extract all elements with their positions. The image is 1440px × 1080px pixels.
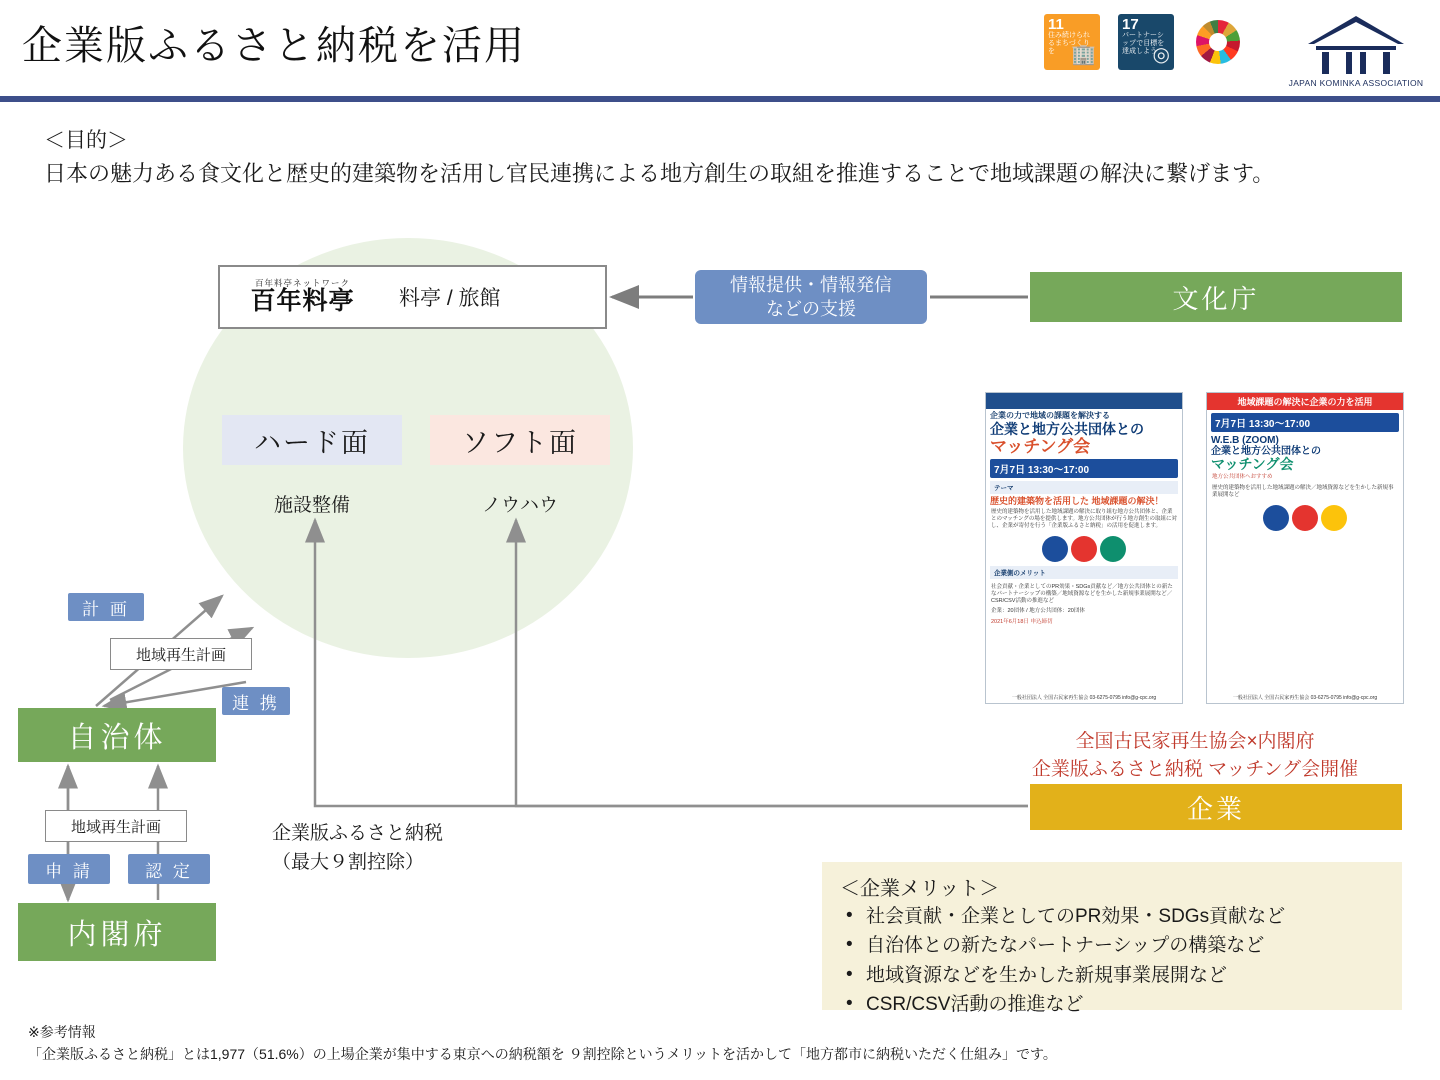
tag-shinsei: 申 請 — [28, 854, 110, 884]
support-callout-line2: などの支援 — [766, 299, 856, 319]
corporate-hometown-tax-label — [272, 820, 443, 877]
poster2-footer: 一般社団法人 全国古民家再生協会 03-6275-0795 info@g-cpc.org — [1232, 695, 1378, 701]
poster2-subtitle: マッチング会 — [1211, 456, 1294, 472]
poster1-counts: 企業：20団体 / 地方公共団体：20団体 — [991, 608, 1085, 615]
poster1-theme: 歴史的建築物を活用した 地域課題の解決！ — [990, 496, 1164, 507]
poster1-title-line1: 企業と地方公共団体との — [990, 421, 1144, 438]
poster2-badge: 地域課題の解決に企業の力を活用 — [1207, 393, 1403, 410]
ryotei-label: 料亭 / 旅館 — [399, 287, 501, 310]
sdg-goal-11-number: 11 — [1048, 16, 1064, 33]
poster1-merit: 社会貢献・企業としてのPR効果・SDGs貢献など／地方公共団体との新たなパートナーシップの構築／地域資源などを生かした新規事業展開など／CSR/CSV活動の推進など — [991, 583, 1173, 604]
list-item: • 自治体との新たなパートナーシップの構築など — [840, 931, 1285, 960]
jichitai-node: 自治体 — [18, 708, 216, 762]
hard-aspect-sublabel: 施設整備 — [273, 495, 350, 516]
hard-aspect-box: ハード面 — [222, 415, 402, 465]
poster1-footer: 一般社団法人 全国古民家再生協会 03-6275-0795 info@g-cpc.org — [1011, 695, 1157, 701]
list-item: • 社会貢献・企業としてのPR効果・SDGs貢献など — [840, 902, 1285, 931]
poster1-deadline: 2021年6月18日 申込締切 — [991, 619, 1053, 626]
hyakunen-network-label: 百年料亭ネットワーク — [254, 277, 350, 288]
poster1-header-band — [986, 393, 1182, 409]
support-callout — [695, 270, 927, 324]
page-title: 企業版ふるさと納税を活用 — [22, 24, 526, 68]
purpose-label: ＜目的＞ — [44, 129, 128, 152]
list-item: • 地域資源などを生かした新規事業展開など — [840, 961, 1285, 990]
footnote — [28, 1022, 1418, 1065]
chiiki-saisei-keikaku-box-top: 地域再生計画 — [110, 638, 252, 670]
poster1-graphic-circles — [986, 536, 1182, 562]
sdg-goal-17-number: 17 — [1122, 16, 1139, 33]
poster2-body: 歴史的建築物を活用した地域課題の解決／地域資源などを生かした新規事業展開など — [1212, 485, 1394, 499]
bunkacho-node: 文化庁 — [1030, 272, 1402, 322]
rings-icon: ◎ — [1152, 44, 1170, 66]
jka-logo-text: JAPAN KOMINKA ASSOCIATION — [1288, 78, 1424, 88]
corporate-merit-box — [822, 862, 1402, 1016]
poster2-date: 7月7日 13:30〜17:00 — [1211, 413, 1399, 432]
poster-caption — [985, 728, 1405, 783]
sdg-goal-17-label: パートナーシップで目標を達成しよう — [1122, 32, 1165, 56]
poster2-note: 地方公共団体へおすすめ — [1212, 474, 1273, 481]
poster1-title-line2: マッチング会 — [990, 436, 1091, 456]
list-item: • CSR/CSV活動の推進など — [840, 990, 1285, 1019]
purpose-text: 日本の魅力ある食文化と歴史的建築物を活用し官民連携による地方創生の取組を推進することで地域課題の解決に繋げます。 — [44, 161, 1275, 186]
poster2-title: 企業と地方公共団体との — [1211, 446, 1321, 457]
corporate-merit-title: ＜企業メリット＞ — [840, 878, 1000, 900]
poster2-web: W.E.B (ZOOM) — [1211, 435, 1279, 446]
soft-aspect-box: ソフト面 — [430, 415, 610, 465]
tag-keikaku: 計 画 — [68, 593, 144, 621]
poster1-theme-label: テーマ — [990, 481, 1178, 494]
poster-matching-event-2 — [1206, 392, 1404, 704]
tax-label-line1: 企業版ふるさと納税 — [272, 823, 444, 844]
city-icon: 🏢 — [1071, 44, 1096, 66]
footnote-line2: 「企業版ふるさと納税」とは1,977（51.6%）の上場企業が集中する東京への納税額を ９割控除というメリットを活かして「地方都市に納税いただく仕組み」です。 — [28, 1045, 1057, 1062]
poster-caption-line1: 全国古民家再生協会×内閣府 — [1075, 731, 1315, 752]
poster1-body: 歴史的建築物を活用した地域課題の解決に取り組む地方公共団体と、企業とのマッチングの場を提供します。地方公共団体が行う地方創生の取組に対し、企業が寄付を行う「企業版ふるさと納税」の活用を促進します。 — [991, 509, 1177, 529]
poster2-graphic-circles — [1207, 505, 1403, 531]
poster-caption-line2: 企業版ふるさと納税 マッチング会開催 — [1031, 758, 1359, 780]
footnote-line1: ※参考情報 — [28, 1024, 96, 1040]
poster-matching-event-1 — [985, 392, 1183, 704]
hyakunen-ryotei-label: 百年料亭 — [250, 286, 355, 315]
sdg-goal-11-label: 住み続けられるまちづくりを — [1048, 32, 1090, 56]
tag-nintei: 認 定 — [128, 854, 210, 884]
corporate-merit-list — [840, 902, 1285, 1020]
chiiki-saisei-keikaku-box-bottom: 地域再生計画 — [45, 810, 187, 842]
naikakufu-node: 内閣府 — [18, 903, 216, 961]
tag-renkei: 連 携 — [222, 687, 290, 715]
kigyou-node: 企業 — [1030, 784, 1402, 830]
tax-label-line2: （最大９割控除） — [272, 851, 425, 873]
poster1-merit-label: 企業側のメリット — [990, 566, 1178, 579]
hyakunen-ryotei-logo — [220, 279, 385, 316]
ryotei-ryokan-box — [218, 265, 607, 329]
poster1-date: 7月7日 13:30〜17:00 — [990, 459, 1178, 478]
support-callout-line1: 情報提供・情報発信 — [730, 274, 892, 295]
poster1-supertitle: 企業の力で地域の課題を解決する — [990, 411, 1110, 420]
soft-aspect-sublabel: ノウハウ — [481, 495, 558, 516]
